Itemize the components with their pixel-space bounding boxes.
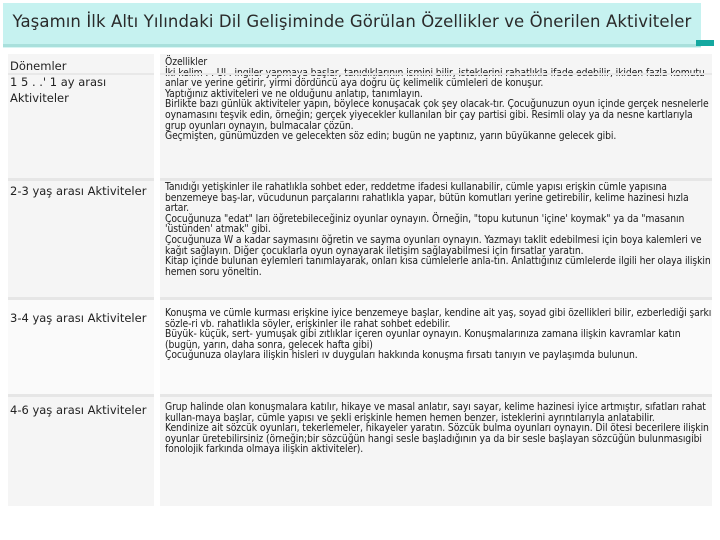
row-label: Dönemler 1 5 . .' 1 ay arası Aktiviteler — [10, 59, 107, 105]
row-text-cell — [160, 181, 712, 297]
row-label: 4-6 yaş arası Aktiviteler — [10, 403, 147, 417]
row-text-cell — [160, 300, 712, 394]
row-label-cell — [8, 181, 154, 297]
row-text: Konuşma ve cümle kurması erişkine iyice benzemeye başlar, kendine ait yaş, soyad gibi özellikleri bilir, ezberlediği şarkı sözle-ri vb. rahatlıkla söyler, erişkinler ile rahat sohbet edebilir. Büyük- küçük, sert- yumuşak gibi zıtlıklar içeren oyunlar oynayın. Konuşmalarınıza zamana ilişkin kavramlar katın (bugün, yarın, daha sonra, gelecek hafta gibi) Çocuğunuza olaylara ilişkin hisleri ıv duyguları hakkında konuşma fırsatı tanıyın ve paylaşımda bulunun. — [165, 307, 712, 362]
table-row — [8, 397, 712, 506]
row-text-cell — [160, 397, 712, 506]
table-row — [8, 181, 712, 297]
row-text: Özellikler anlar ve yerine getirir, yirmi dördüncü aya doğru üç kelimelik cümleleri de konuşur. Yaptığınız aktiviteleri ve ne olduğunu anlatıp, tanımlayın. Birlikte bazı günlük aktiviteler yapın, böylece konuşacak çok şey olacak-tır. Çocuğunuzun oyun içinde gerçek nesnelerle oynamasını teşvik edin, örneğin; gerçek yiyecekler kullanılan bir çay partisi gibi. Resimli olay ya da nesne kartlarıyla grup oyunları oynayın, bulmacalar çözün. Geçmişten, günümüzden ve gelecekten söz edin; bugün ne yaptınız, yarın büyükanne gelecek gibi. — [165, 56, 709, 143]
row-label: 2-3 yaş arası Aktiviteler — [10, 184, 147, 198]
title-banner — [3, 3, 701, 47]
row-label-cell — [8, 300, 154, 394]
development-table — [8, 54, 712, 506]
table-row — [8, 300, 712, 394]
column-divider — [154, 54, 160, 506]
row-label-cell — [8, 397, 154, 506]
row-divider — [8, 73, 712, 75]
row-text: Grup halinde olan konuşmalara katılır, hikaye ve masal anlatır, sayı sayar, kelime hazinesi iyice artmıştır, sıfatları rahat kullan-maya başlar, cümle yapısı ve şekli erişkinle hemen hemen benzer, isteklerini ayrıntılarıyla anlatabilir. Kendinize ait sözcük oyunları, tekerlemeler, hikayeler yaratın. Sözcük bulma oyunları oynayın. Dil ötesi becerilere ilişkin oyunlar üretebilirsiniz (örneğin;bir sözcüğün hangi sesle başladığının ya da bir sesle başlayan sözcüğün bulunmasıgibi fonolojik farkında olmaya ilişkin aktiviteler). — [165, 401, 709, 456]
row-label: 3-4 yaş arası Aktiviteler — [10, 311, 147, 325]
accent-bar — [696, 40, 714, 46]
row-text: Tanıdığı yetişkinler ile rahatlıkla sohbet eder, reddetme ifadesi kullanabilir, cümle yapısı erişkin cümle yapısına benzemeye baş-lar, vücudunun parçalarını rahatlıkla yapar, bütün komutları yerine getirebilir, kelime hazinesi hızla artar. Çocuğunuza "edat" ları öğretebileceğiniz oyunlar oynayın. Örneğin, "topu kutunun 'içine' koymak" ya da "masanın 'üstünden' atmak" gibi. Çocuğunuza W a kadar saymasını öğretin ve sayma oyunları oynayın. Yazmayı taklit edebilmesi için boya kalemleri ve kağıt sağlayın. Diğer çocuklarla oyun oynayarak iletişim sağlayabilmesi için fırsatlar yaratın. Kitap içinde bulunan eylemleri tanımlayarak, onları kısa cümlelerle anla-tın. Anlattığınız cümlelerde ilgili her olaya ilişkin hemen soru yöneltin. — [165, 181, 711, 278]
page-title: Yaşamın İlk Altı Yılındaki Dil Gelişiminde Görülan Özellikler ve Önerilen Aktiviteler — [12, 12, 692, 31]
